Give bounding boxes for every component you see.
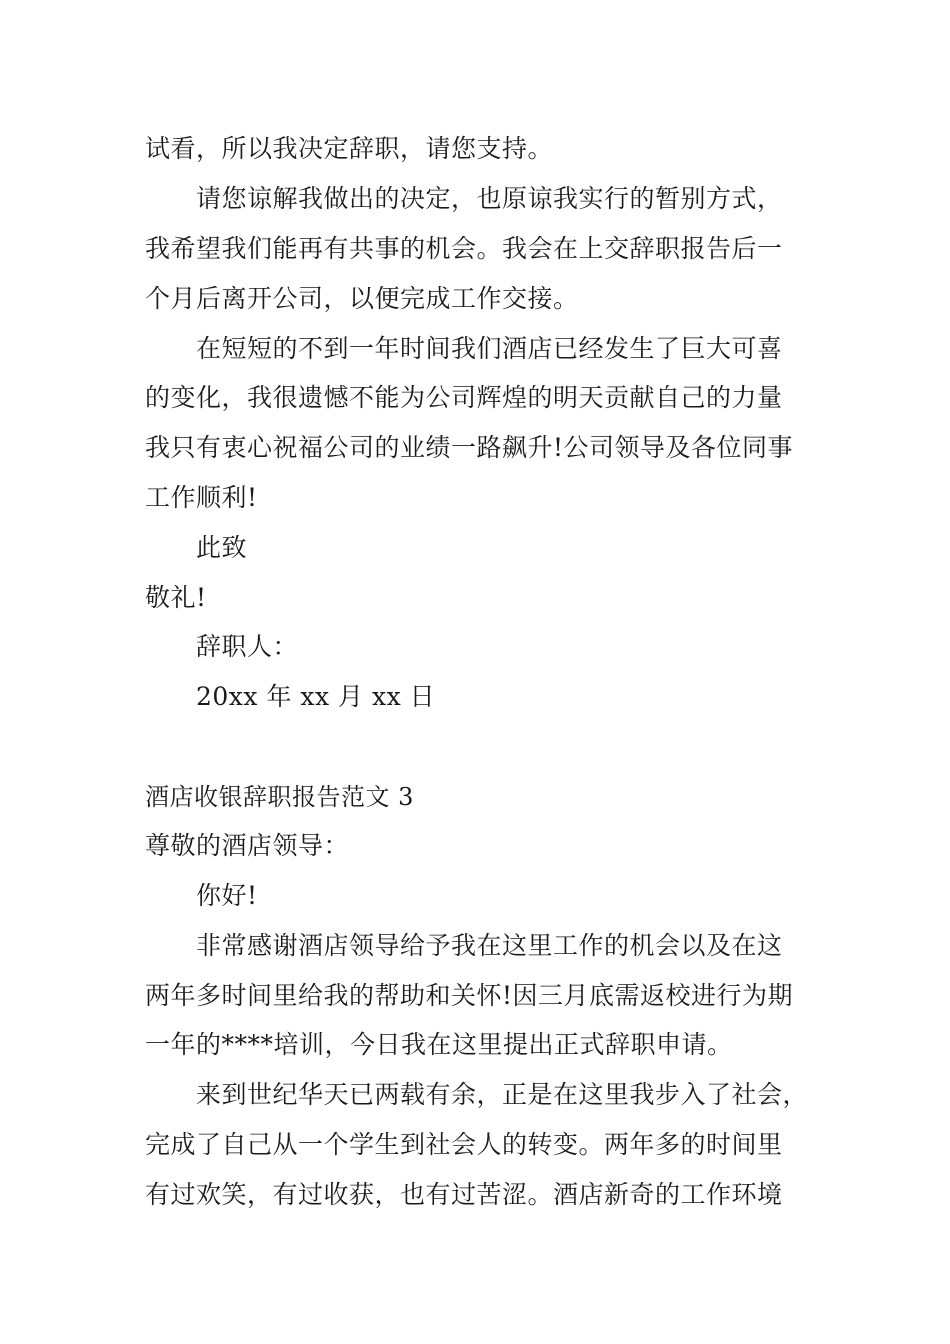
paragraph-line: 两年多时间里给我的帮助和关怀!因三月底需返校进行为期	[145, 981, 794, 1010]
paragraph-line: 在短短的不到一年时间我们酒店已经发生了巨大可喜	[196, 334, 783, 363]
paragraph-line: 完成了自己从一个学生到社会人的转变。两年多的时间里	[145, 1130, 783, 1159]
date-line: 20xx 年 xx 月 xx 日	[196, 682, 436, 711]
paragraph-line: 请您谅解我做出的决定，也原谅我实行的暂别方式，	[196, 184, 783, 213]
greeting-line: 你好!	[196, 881, 258, 910]
paragraph-line: 的变化，我很遗憾不能为公司辉煌的明天贡献自己的力量	[145, 383, 783, 412]
paragraph-line: 一年的****培训，今日我在这里提出正式辞职申请。	[145, 1030, 733, 1059]
paragraph-line: 试看，所以我决定辞职，请您支持。	[145, 134, 554, 163]
paragraph-line: 有过欢笑，有过收获，也有过苦涩。酒店新奇的工作环境	[145, 1180, 783, 1209]
closing-line: 敬礼!	[145, 583, 207, 612]
paragraph-line: 非常感谢酒店领导给予我在这里工作的机会以及在这	[196, 931, 783, 960]
paragraph-line: 来到世纪华天已两载有余，正是在这里我步入了社会，	[196, 1080, 809, 1109]
paragraph-line: 我只有衷心祝福公司的业绩一路飙升!公司领导及各位同事	[145, 433, 794, 462]
section-title: 酒店收银辞职报告范文 3	[145, 783, 414, 811]
paragraph-line: 个月后离开公司，以便完成工作交接。	[145, 284, 579, 313]
salutation-line: 此致	[196, 533, 248, 562]
recipient-line: 尊敬的酒店领导：	[145, 831, 350, 860]
paragraph-line: 工作顺利!	[145, 483, 258, 512]
signature-label: 辞职人：	[196, 632, 299, 661]
paragraph-line: 我希望我们能再有共事的机会。我会在上交辞职报告后一	[145, 234, 783, 263]
